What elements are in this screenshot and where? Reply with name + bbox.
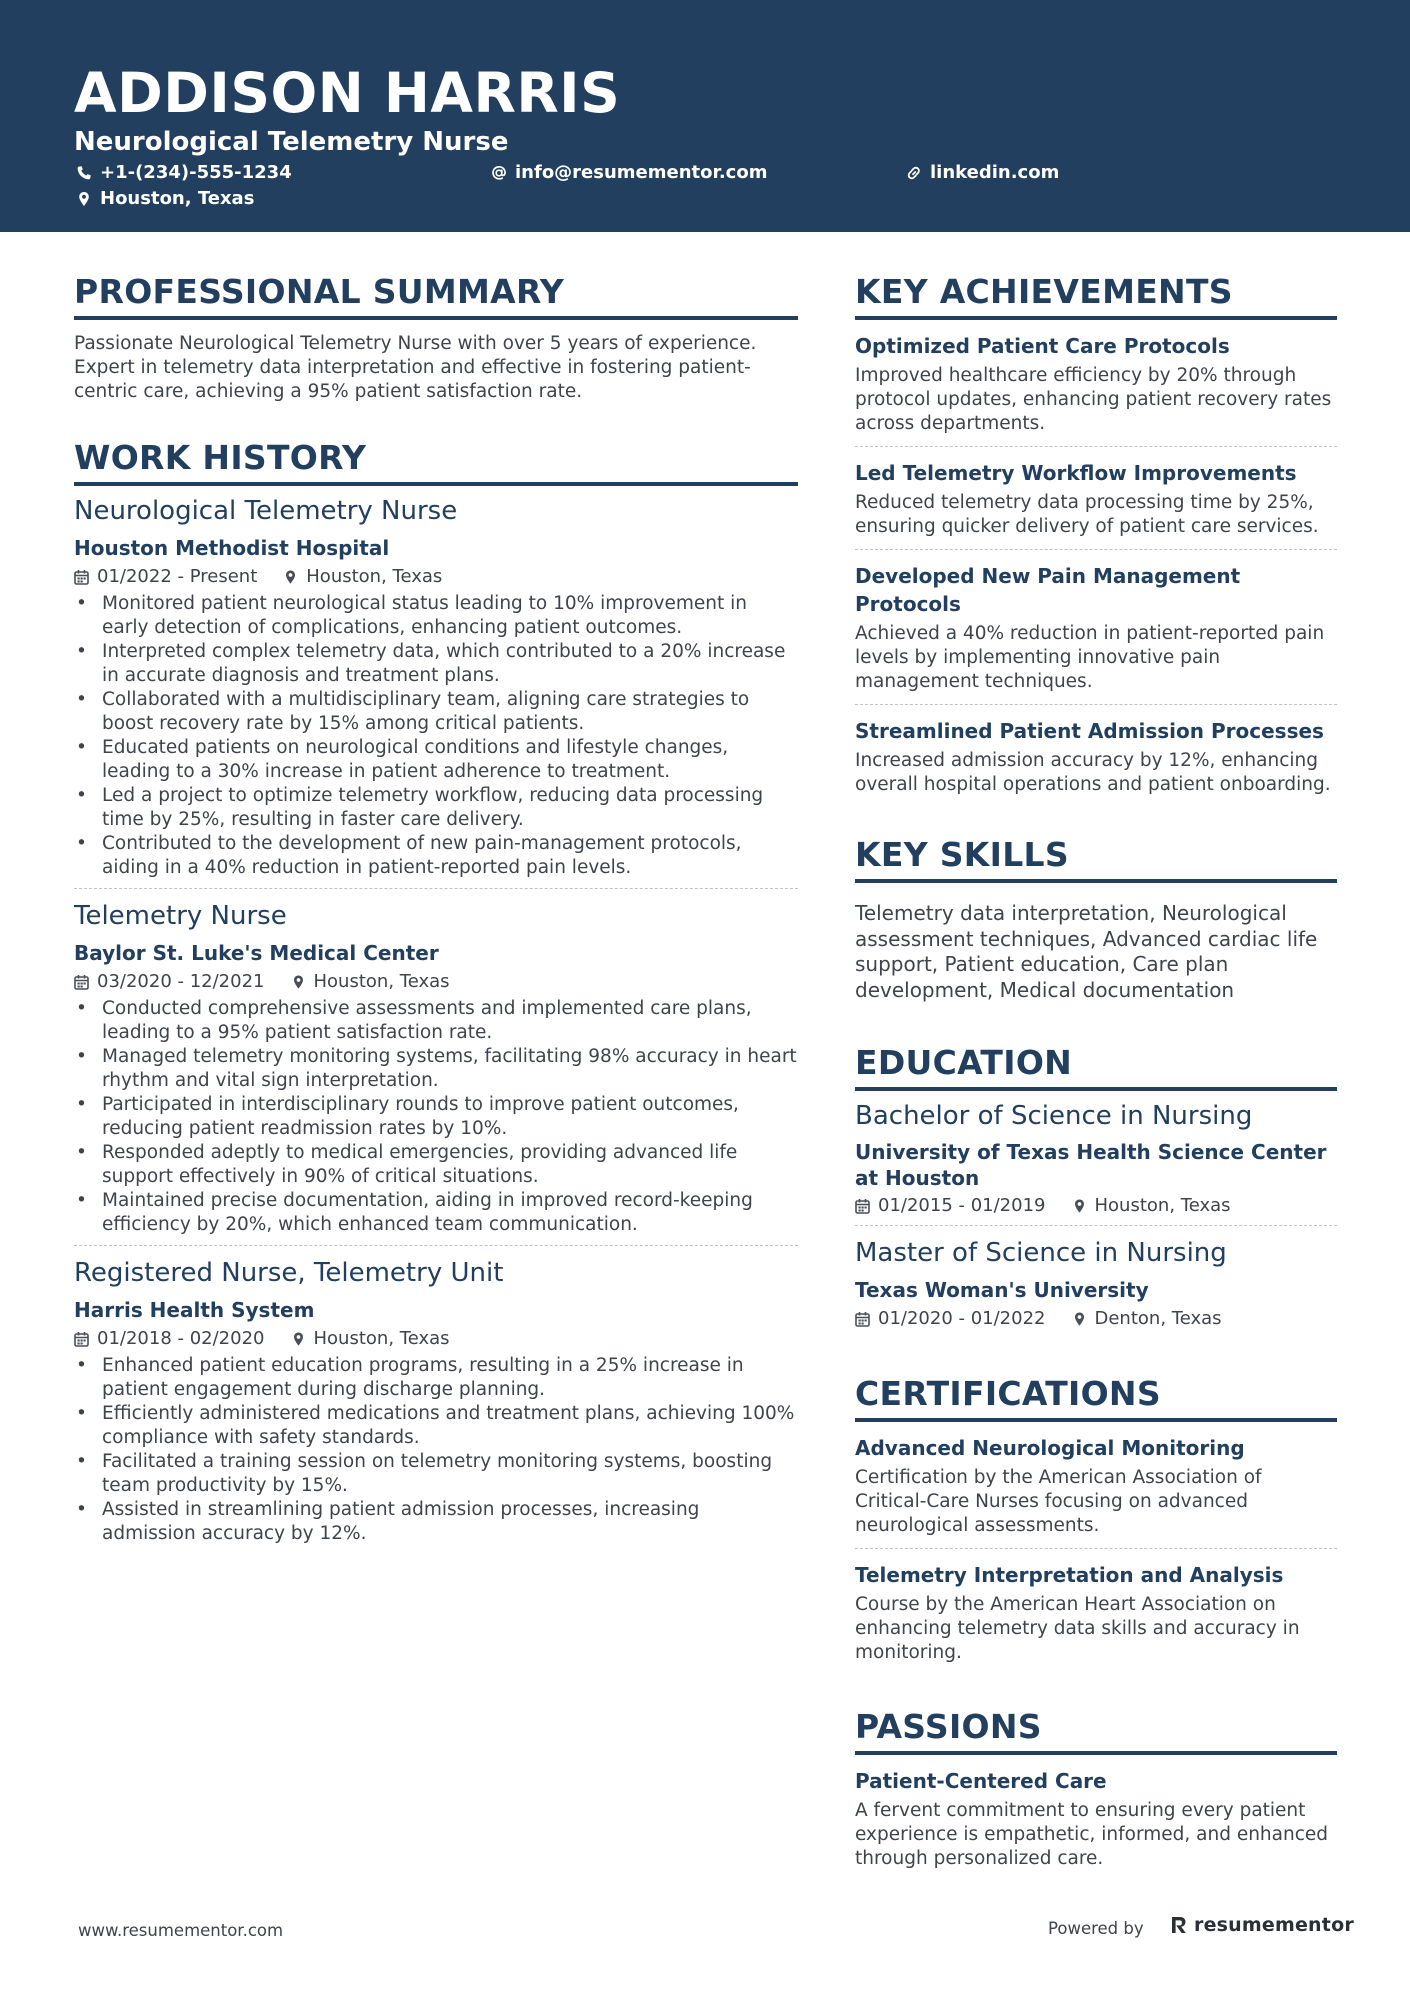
candidate-name: ADDISON HARRIS [74, 61, 621, 125]
achievement-text: Achieved a 40% reduction in patient-reported pain levels by implementing innovative pain management techniques. [855, 623, 1325, 692]
passion-title: Patient-Centered Care [855, 1769, 1107, 1793]
job-dates: 01/2022 - Present [97, 566, 258, 587]
certifications-heading: CERTIFICATIONS [855, 1374, 1337, 1422]
job-bullet: • Responded adeptly to medical emergencies, providing advanced life support effectively in 90% of critical situations. [74, 1141, 798, 1189]
education-meta [855, 1193, 1337, 1219]
certification-item [855, 1561, 1337, 1675]
resume-header [0, 0, 1410, 232]
brand-logo-icon [1170, 1915, 1188, 1935]
job-location: Houston, Texas [313, 971, 450, 992]
linkedin-text: linkedin.com [930, 162, 1060, 183]
education-heading: EDUCATION [855, 1043, 1337, 1091]
job-entry [74, 899, 798, 1246]
location-pin-icon [1072, 1198, 1087, 1214]
job-entry [74, 494, 798, 889]
certification-text: Course by the American Heart Association on enhancing telemetry data skills and accuracy in monitoring. [855, 1594, 1300, 1663]
job-employer: Baylor St. Luke's Medical Center [74, 941, 439, 965]
calendar-icon [74, 569, 89, 585]
education-school: University of Texas Health Science Center at Houston [855, 1140, 1327, 1190]
location-pin-icon [291, 1331, 306, 1347]
education-meta [855, 1306, 1337, 1332]
education-dates: 01/2020 - 01/2022 [878, 1308, 1046, 1329]
job-title: Neurological Telemetry Nurse [74, 496, 458, 526]
job-bullet: • Maintained precise documentation, aiding in improved record-keeping efficiency by 20%, which enhanced team communication. [74, 1189, 798, 1237]
phone-text: +1-(234)-555-1234 [100, 162, 292, 183]
contact-email[interactable] [491, 162, 767, 184]
job-meta [74, 564, 798, 590]
job-dates: 03/2020 - 12/2021 [97, 971, 265, 992]
achievement-title: Developed New Pain Management Protocols [855, 564, 1241, 616]
job-title: Registered Nurse, Telemetry Unit [74, 1258, 504, 1288]
footer-brand-logo[interactable] [1170, 1914, 1354, 1936]
link-icon [906, 165, 922, 181]
job-bullet: • Facilitated a training session on telemetry monitoring systems, boosting team productivity by 15%. [74, 1450, 798, 1498]
work-history-heading: WORK HISTORY [74, 438, 798, 486]
contact-phone[interactable] [76, 162, 292, 184]
job-bullet: • Led a project to optimize telemetry workflow, reducing data processing time by 25%, resulting in faster care delivery. [74, 784, 798, 832]
job-bullet: • Enhanced patient education programs, resulting in a 25% increase in patient engagement during discharge planning. [74, 1354, 798, 1402]
education-degree: Master of Science in Nursing [855, 1238, 1227, 1268]
passions-heading: PASSIONS [855, 1707, 1337, 1755]
location-pin-icon [291, 974, 306, 990]
calendar-icon [74, 1331, 89, 1347]
job-bullet: • Participated in interdisciplinary rounds to improve patient outcomes, reducing patient readmission rates by 10%. [74, 1093, 798, 1141]
location-text: Houston, Texas [100, 188, 255, 209]
education-school: Texas Woman's University [855, 1278, 1149, 1302]
achievement-title: Streamlined Patient Admission Processes [855, 719, 1324, 743]
job-bullets [74, 1354, 798, 1546]
calendar-icon [855, 1198, 870, 1214]
candidate-role: Neurological Telemetry Nurse [74, 127, 509, 157]
job-bullet: • Monitored patient neurological status leading to 10% improvement in early detection of complications, enhancing patient outcomes. [74, 592, 798, 640]
right-column [855, 272, 1337, 1893]
certification-item [855, 1434, 1337, 1549]
job-employer: Houston Methodist Hospital [74, 536, 390, 560]
education-item [855, 1236, 1337, 1338]
achievement-text: Reduced telemetry data processing time by 25%, ensuring quicker delivery of patient care services. [855, 492, 1319, 537]
job-location: Houston, Texas [306, 566, 443, 587]
job-dates: 01/2018 - 02/2020 [97, 1328, 265, 1349]
achievement-text: Improved healthcare efficiency by 20% through protocol updates, enhancing patient recovery rates across departments. [855, 365, 1332, 434]
certification-title: Telemetry Interpretation and Analysis [855, 1563, 1284, 1587]
job-bullet: • Managed telemetry monitoring systems, facilitating 98% accuracy in heart rhythm and vital sign interpretation. [74, 1045, 798, 1093]
location-pin-icon [1072, 1311, 1087, 1327]
education-section [855, 1043, 1337, 1338]
job-bullet: • Efficiently administered medications and treatment plans, achieving 100% compliance with safety standards. [74, 1402, 798, 1450]
achievement-item [855, 562, 1337, 705]
calendar-icon [74, 974, 89, 990]
education-dates: 01/2015 - 01/2019 [878, 1195, 1046, 1216]
achievement-title: Led Telemetry Workflow Improvements [855, 461, 1297, 485]
skills-section [855, 835, 1337, 1003]
job-bullet: • Collaborated with a multidisciplinary team, aligning care strategies to boost recovery rate by 15% among critical patients. [74, 688, 798, 736]
summary-heading: PROFESSIONAL SUMMARY [74, 272, 798, 320]
job-bullet: • Conducted comprehensive assessments and implemented care plans, leading to a 95% patient satisfaction rate. [74, 997, 798, 1045]
job-meta [74, 1326, 798, 1352]
job-location: Houston, Texas [313, 1328, 450, 1349]
passion-item [855, 1767, 1337, 1881]
achievement-item [855, 459, 1337, 550]
skills-heading: KEY SKILLS [855, 835, 1337, 883]
job-bullets [74, 997, 798, 1237]
work-history-section [74, 438, 798, 1554]
certification-title: Advanced Neurological Monitoring [855, 1436, 1245, 1460]
job-bullet: • Interpreted complex telemetry data, which contributed to a 20% increase in accurate diagnosis and treatment plans. [74, 640, 798, 688]
job-bullet: • Assisted in streamlining patient admission processes, increasing admission accuracy by 12%. [74, 1498, 798, 1546]
achievement-title: Optimized Patient Care Protocols [855, 334, 1230, 358]
education-item [855, 1099, 1337, 1226]
summary-text: Passionate Neurological Telemetry Nurse with over 5 years of experience. Expert in telemetry data interpretation and effective in fostering patient-centric care, achieving a 95% patient satisfaction rate. [74, 333, 757, 402]
certification-text: Certification by the American Association of Critical-Care Nurses focusing on advanced neurological assessments. [855, 1467, 1262, 1536]
contact-linkedin[interactable] [906, 162, 1059, 184]
phone-icon [76, 165, 92, 181]
achievement-text: Increased admission accuracy by 12%, enhancing overall hospital operations and patient onboarding. [855, 750, 1331, 795]
achievements-heading: KEY ACHIEVEMENTS [855, 272, 1337, 320]
location-pin-icon [76, 191, 92, 207]
achievement-item [855, 332, 1337, 447]
education-location: Denton, Texas [1094, 1308, 1222, 1329]
education-location: Houston, Texas [1094, 1195, 1231, 1216]
job-entry [74, 1256, 798, 1554]
achievement-item [855, 717, 1337, 807]
job-meta [74, 969, 798, 995]
passions-section [855, 1707, 1337, 1881]
skills-text: Telemetry data interpretation, Neurological assessment techniques, Advanced cardiac life support, Patient education, Care plan development, Medical documentation [855, 901, 1318, 1002]
job-title: Telemetry Nurse [74, 901, 287, 931]
contact-location [76, 188, 254, 210]
footer-website-link[interactable]: www.resumementor.com [78, 1921, 284, 1940]
job-employer: Harris Health System [74, 1298, 315, 1322]
email-text: info@resumementor.com [515, 162, 768, 183]
location-pin-icon [283, 569, 298, 585]
certifications-section [855, 1374, 1337, 1675]
footer-powered-by: Powered by [1048, 1919, 1144, 1938]
job-bullets [74, 592, 798, 880]
achievements-section [855, 272, 1337, 807]
job-bullet: • Educated patients on neurological conditions and lifestyle changes, leading to a 30% increase in patient adherence to treatment. [74, 736, 798, 784]
brand-name: resumementor [1194, 1914, 1354, 1936]
passion-text: A fervent commitment to ensuring every patient experience is empathetic, informed, and enhanced through personalized care. [855, 1800, 1329, 1869]
job-bullet: • Contributed to the development of new pain-management protocols, aiding in a 40% reduction in patient-reported pain levels. [74, 832, 798, 880]
left-column [74, 272, 798, 1564]
calendar-icon [855, 1311, 870, 1327]
at-icon [491, 165, 507, 181]
education-degree: Bachelor of Science in Nursing [855, 1101, 1253, 1131]
summary-section [74, 272, 798, 404]
